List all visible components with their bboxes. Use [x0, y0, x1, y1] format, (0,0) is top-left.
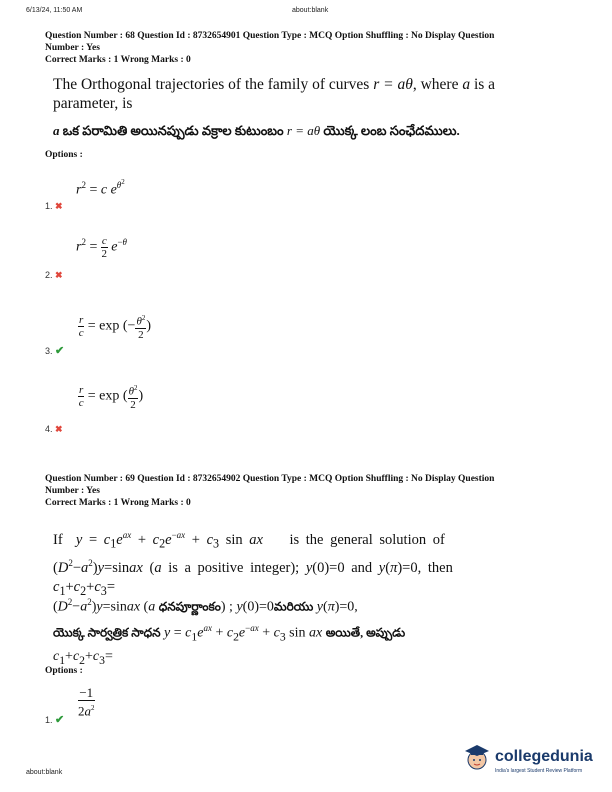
- q68-option1-formula[interactable]: $r^2 = c$ $e^{\theta^2}$: [76, 178, 125, 198]
- q69-question-en: If $y = c_1e^{ax} + c_2e^{-ax} + c_3$ sin ax is the general solution of $(D^2-a^2)y=sinax$ (a is a positive integer); y(0)=0 and y(π)=0, then $c_1+c_2+c_3=$: [53, 530, 453, 598]
- q68-option4: 4. ✖: [45, 424, 63, 434]
- q69-header-line2: Number : Yes: [45, 486, 100, 496]
- q69-question-te: $(D^2-a^2)y=sinax$ (a ధనపూర్ణాంకం) ; y(0)=0మరియు y(π)=0, యొక్క సార్వత్రిక సాధన $y = c_1e^{ax} + c_2e^{-ax} + c_3$ sin ax అయితే, అప్పుడు $c_1+c_2+c_3=$: [53, 597, 406, 667]
- print-datetime: 6/13/24, 11:50 AM: [26, 7, 83, 14]
- q68-option2: 2. ✖: [45, 270, 63, 280]
- q68-option4-formula[interactable]: $\frac{r}{c}$ = exp ( $\frac{\theta^2}{2}$ ): [78, 383, 144, 411]
- collegedunia-logo: [462, 740, 608, 784]
- q68-option1: 1. ✖: [45, 201, 63, 211]
- q69-header-line1: Question Number : 69 Question Id : 8732654902 Question Type : MCQ Option Shuffling : No Display Question: [45, 474, 495, 484]
- graduate-icon: [462, 742, 492, 772]
- q69-marks: Correct Marks : 1 Wrong Marks : 0: [45, 498, 191, 508]
- print-page-title: about:blank: [292, 7, 329, 14]
- q68-option3-formula[interactable]: $\frac{r}{c}$ = exp (− $\frac{\theta^2}{2}$ ): [78, 313, 152, 341]
- correct-mark-icon: ✔: [55, 345, 65, 357]
- q68-option2-formula[interactable]: $r^2$ = $\frac{c}{2}$ $e^{-\theta}$: [76, 234, 127, 260]
- wrong-mark-icon: ✖: [55, 270, 63, 280]
- q68-header: [45, 30, 575, 66]
- correct-mark-icon: ✔: [55, 714, 65, 726]
- q69-option1-formula[interactable]: $\frac{-1}{2a^2}$: [78, 685, 95, 719]
- q68-header-line1: Question Number : 68 Question Id : 8732654901 Question Type : MCQ Option Shuffling : No Display Question: [45, 31, 495, 41]
- logo-tagline: India's largest Student Review Platform: [495, 768, 583, 774]
- q69-options-label: Options :: [45, 666, 83, 676]
- wrong-mark-icon: ✖: [55, 201, 63, 211]
- q68-header-line2: Number : Yes: [45, 43, 100, 53]
- logo-name: collegedunia: [495, 748, 593, 765]
- q68-options-label: Options :: [45, 150, 83, 160]
- wrong-mark-icon: ✖: [55, 424, 63, 434]
- q69-option1: 1. ✔: [45, 714, 65, 726]
- q68-question-te: a ఒక పరామితి అయినప్పుడు వక్రాల కుటుంబం r = aθ యొక్క లంబ సంఛేదములు.: [53, 123, 460, 138]
- q68-marks: Correct Marks : 1 Wrong Marks : 0: [45, 55, 191, 65]
- q68-option3: 3. ✔: [45, 345, 65, 357]
- q68-question-en: The Orthogonal trajectories of the family of curves r = aθ, where a is a parameter, is: [53, 76, 496, 112]
- q69-header: [45, 473, 575, 509]
- print-footer-url: about:blank: [26, 769, 63, 776]
